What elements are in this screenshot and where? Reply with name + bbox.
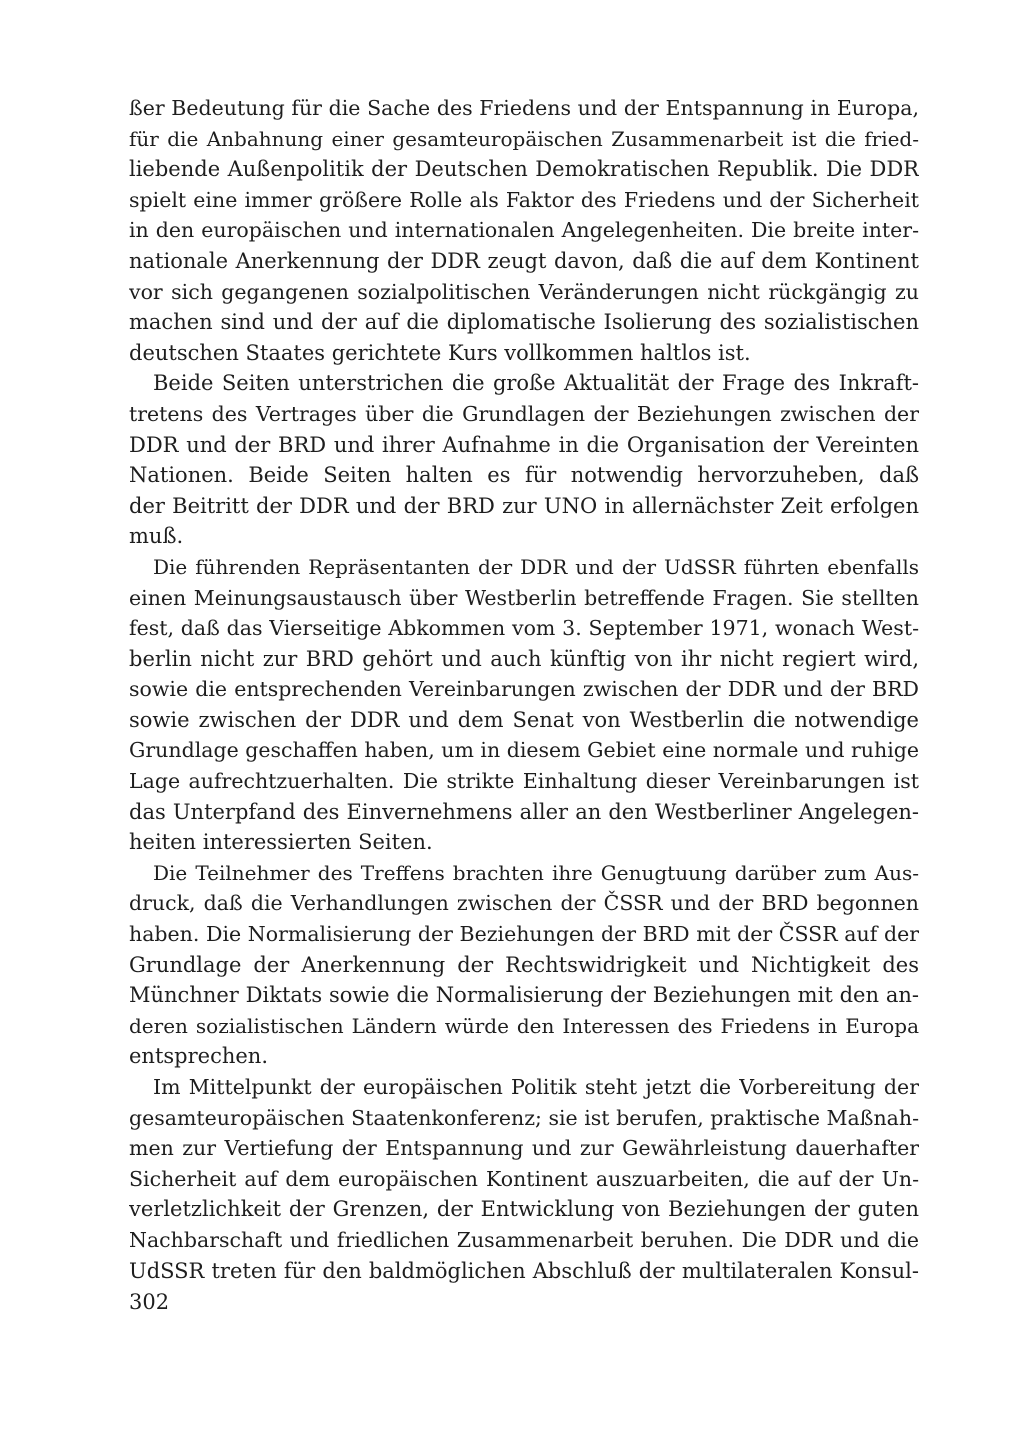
text-line: liebende Außenpolitik der Deutschen Demokratischen Republik. Die DDR <box>129 157 919 182</box>
text-line: Nachbarschaft und friedlichen Zusammenarbeit beruhen. Die DDR und die <box>129 1227 919 1252</box>
paragraph <box>129 858 919 1072</box>
text-line: tretens des Vertrages über die Grundlagen der Beziehungen zwischen der <box>129 401 919 426</box>
text-line: verletzlichkeit der Grenzen, der Entwicklung von Beziehungen der guten <box>129 1197 919 1222</box>
text-line: muß. <box>129 524 184 549</box>
text-line: berlin nicht zur BRD gehört und auch künftig von ihr nicht regiert wird, <box>129 646 919 671</box>
text-line: in den europäischen und internationalen Angelegenheiten. Die breite inter- <box>129 218 919 243</box>
text-line: Grundlage der Anerkennung der Rechtswidrigkeit und Nichtigkeit des <box>129 952 919 977</box>
text-line: Grundlage geschaffen haben, um in diesem Gebiet eine normale und ruhige <box>129 738 919 763</box>
text-line: entsprechen. <box>129 1044 268 1069</box>
text-line: gesamteuropäischen Staatenkonferenz; sie ist berufen, praktische Maßnah- <box>129 1105 919 1130</box>
text-line: druck, daß die Verhandlungen zwischen der ČSSR und der BRD begonnen <box>129 891 919 916</box>
text-line: spielt eine immer größere Rolle als Faktor des Friedens und der Sicherheit <box>129 187 919 212</box>
paragraph <box>129 1072 919 1286</box>
text-line: sowie zwischen der DDR und dem Senat von Westberlin die notwendige <box>129 707 919 732</box>
text-line: deutschen Staates gerichtete Kurs vollkommen haltlos ist. <box>129 340 751 365</box>
text-line: das Unterpfand des Einvernehmens aller an den Westberliner Angelegen- <box>129 799 919 824</box>
text-line: Lage aufrechtzuerhalten. Die strikte Einhaltung dieser Vereinbarungen ist <box>129 769 919 794</box>
text-line: Beide Seiten unterstrichen die große Aktualität der Frage des Inkraft- <box>153 371 919 396</box>
text-line: UdSSR treten für den baldmöglichen Abschluß der multilateralen Konsul- <box>129 1258 919 1283</box>
text-line: deren sozialistischen Ländern würde den Interessen des Friedens in Europa <box>129 1013 919 1038</box>
text-line: sowie die entsprechenden Vereinbarungen zwischen der DDR und der BRD <box>129 677 919 702</box>
text-line: einen Meinungsaustausch über Westberlin betreffende Fragen. Sie stellten <box>129 585 919 610</box>
text-line: Die Teilnehmer des Treffens brachten ihre Genugtuung darüber zum Aus- <box>153 860 919 885</box>
text-line: Im Mittelpunkt der europäischen Politik steht jetzt die Vorbereitung der <box>153 1075 919 1099</box>
text-line: fest, daß das Vierseitige Abkommen vom 3. September 1971, wonach West- <box>129 616 919 641</box>
text-line: Nationen. Beide Seiten halten es für notwendig hervorzuheben, daß <box>129 463 919 488</box>
text-line: der Beitritt der DDR und der BRD zur UNO in allernächster Zeit erfolgen <box>129 493 919 518</box>
text-line: Die führenden Repräsentanten der DDR und der UdSSR führten ebenfalls <box>153 554 919 579</box>
text-line: vor sich gegangenen sozialpolitischen Veränderungen nicht rückgängig zu <box>129 279 919 304</box>
paragraph <box>129 552 919 858</box>
body-text <box>129 93 919 1286</box>
text-line: machen sind und der auf die diplomatische Isolierung des sozialistischen <box>129 310 919 335</box>
page-number: 302 <box>129 1290 170 1314</box>
text-line: Sicherheit auf dem europäischen Kontinent auszuarbeiten, die auf der Un- <box>129 1166 919 1191</box>
text-line: DDR und der BRD und ihrer Aufnahme in die Organisation der Vereinten <box>129 432 919 457</box>
text-line: nationale Anerkennung der DDR zeugt davon, daß die auf dem Kontinent <box>129 248 919 273</box>
text-line: heiten interessierten Seiten. <box>129 830 433 855</box>
text-line: Münchner Diktats sowie die Normalisierung der Beziehungen mit den an- <box>129 983 919 1008</box>
paragraph <box>129 368 919 552</box>
paragraph <box>129 93 919 368</box>
text-line: haben. Die Normalisierung der Beziehungen der BRD mit der ČSSR auf der <box>129 922 919 947</box>
text-line: men zur Vertiefung der Entspannung und zur Gewährleistung dauerhafter <box>129 1136 919 1161</box>
text-line: ßer Bedeutung für die Sache des Friedens und der Entspannung in Europa, <box>129 96 919 120</box>
text-line: für die Anbahnung einer gesamteuropäischen Zusammenarbeit ist die fried- <box>129 126 919 151</box>
